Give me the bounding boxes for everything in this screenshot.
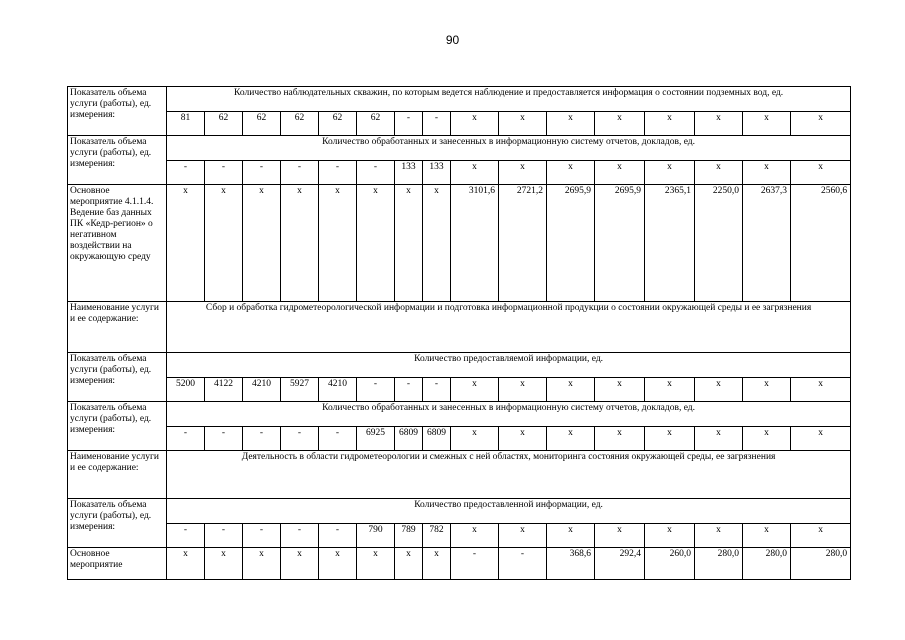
wells-count-value-6: 62 bbox=[357, 112, 395, 136]
reports-count-2-value-12: х bbox=[595, 427, 645, 451]
info-provided-2-value-6: 790 bbox=[357, 524, 395, 548]
wells-count-value-4: 62 bbox=[281, 112, 319, 136]
info-provided-1-value-10: х bbox=[499, 378, 547, 402]
reports-count-1-value-14: х bbox=[695, 161, 743, 185]
reports-count-1-value-15: х bbox=[743, 161, 791, 185]
activity-main-value-1: х bbox=[167, 548, 205, 580]
info-provided-1-value-5: 4210 bbox=[319, 378, 357, 402]
wells-count-value-16: х bbox=[791, 112, 851, 136]
hydromet-activity-service-name: Деятельность в области гидрометеорологии и смежных с ней областях, мониторинга состояния окружающей среды, ее загрязнения bbox=[167, 451, 851, 499]
info-provided-2-value-4: - bbox=[281, 524, 319, 548]
reports-count-1-value-5: - bbox=[319, 161, 357, 185]
activity-4-1-1-4-value-3: х bbox=[243, 185, 281, 302]
reports-count-1-label: Показатель объема услуги (работы), ед. измерения: bbox=[68, 136, 167, 185]
wells-count-value-3: 62 bbox=[243, 112, 281, 136]
activity-4-1-1-4-value-8: х bbox=[423, 185, 451, 302]
activity-4-1-1-4-value-16: 2560,6 bbox=[791, 185, 851, 302]
wells-count-value-9: х bbox=[451, 112, 499, 136]
activity-main-value-8: х bbox=[423, 548, 451, 580]
info-provided-1-value-3: 4210 bbox=[243, 378, 281, 402]
activity-4-1-1-4-value-14: 2250,0 bbox=[695, 185, 743, 302]
info-provided-1-value-12: х bbox=[595, 378, 645, 402]
info-provided-2-value-15: х bbox=[743, 524, 791, 548]
info-provided-1-value-1: 5200 bbox=[167, 378, 205, 402]
reports-count-1-value-6: - bbox=[357, 161, 395, 185]
info-provided-2-value-2: - bbox=[205, 524, 243, 548]
wells-count-value-10: х bbox=[499, 112, 547, 136]
info-provided-2-value-1: - bbox=[167, 524, 205, 548]
activity-main-value-3: х bbox=[243, 548, 281, 580]
reports-count-2-value-2: - bbox=[205, 427, 243, 451]
wells-count-value-15: х bbox=[743, 112, 791, 136]
info-provided-1-value-11: х bbox=[547, 378, 595, 402]
info-provided-2-value-7: 789 bbox=[395, 524, 423, 548]
activity-4-1-1-4-value-4: х bbox=[281, 185, 319, 302]
activity-4-1-1-4-value-11: 2695,9 bbox=[547, 185, 595, 302]
info-provided-2-value-5: - bbox=[319, 524, 357, 548]
info-provided-1-value-8: - bbox=[423, 378, 451, 402]
activity-main-value-12: 292,4 bbox=[595, 548, 645, 580]
reports-count-2-value-10: х bbox=[499, 427, 547, 451]
hydromet-processing-service-name: Сбор и обработка гидрометеорологической информации и подготовка информационной продукции о состоянии окружающей среды и ее загрязнения bbox=[167, 302, 851, 353]
reports-count-1-value-10: х bbox=[499, 161, 547, 185]
wells-count-value-11: х bbox=[547, 112, 595, 136]
info-provided-2-value-3: - bbox=[243, 524, 281, 548]
reports-count-2-value-7: 6809 bbox=[395, 427, 423, 451]
reports-count-2-value-5: - bbox=[319, 427, 357, 451]
info-provided-1-value-14: х bbox=[695, 378, 743, 402]
reports-count-1-value-16: х bbox=[791, 161, 851, 185]
reports-count-1-value-1: - bbox=[167, 161, 205, 185]
activity-main-label: Основное мероприятие bbox=[68, 548, 167, 580]
activity-4-1-1-4-value-15: 2637,3 bbox=[743, 185, 791, 302]
wells-count-value-2: 62 bbox=[205, 112, 243, 136]
program-table bbox=[67, 86, 851, 580]
activity-main-value-6: х bbox=[357, 548, 395, 580]
reports-count-2-value-8: 6809 bbox=[423, 427, 451, 451]
page-number: 90 bbox=[445, 33, 460, 47]
info-provided-2-value-8: 782 bbox=[423, 524, 451, 548]
info-provided-2-label: Показатель объема услуги (работы), ед. измерения: bbox=[68, 499, 167, 548]
activity-main-value-15: 280,0 bbox=[743, 548, 791, 580]
reports-count-2-value-11: х bbox=[547, 427, 595, 451]
activity-main-value-11: 368,6 bbox=[547, 548, 595, 580]
wells-count-value-1: 81 bbox=[167, 112, 205, 136]
info-provided-1-value-2: 4122 bbox=[205, 378, 243, 402]
reports-count-1-value-7: 133 bbox=[395, 161, 423, 185]
info-provided-2-value-10: х bbox=[499, 524, 547, 548]
info-provided-1-indicator-title: Количество предоставляемой информации, ед. bbox=[167, 353, 851, 378]
activity-4-1-1-4-value-6: х bbox=[357, 185, 395, 302]
reports-count-1-value-8: 133 bbox=[423, 161, 451, 185]
reports-count-2-value-1: - bbox=[167, 427, 205, 451]
info-provided-1-value-16: х bbox=[791, 378, 851, 402]
activity-main-value-7: х bbox=[395, 548, 423, 580]
activity-4-1-1-4-value-2: х bbox=[205, 185, 243, 302]
info-provided-2-indicator-title: Количество предоставленной информации, ед. bbox=[167, 499, 851, 524]
activity-4-1-1-4-value-1: х bbox=[167, 185, 205, 302]
wells-count-value-7: - bbox=[395, 112, 423, 136]
reports-count-1-value-2: - bbox=[205, 161, 243, 185]
activity-main-value-13: 260,0 bbox=[645, 548, 695, 580]
info-provided-2-value-14: х bbox=[695, 524, 743, 548]
wells-count-value-13: х bbox=[645, 112, 695, 136]
reports-count-1-value-12: х bbox=[595, 161, 645, 185]
activity-4-1-1-4-value-12: 2695,9 bbox=[595, 185, 645, 302]
activity-4-1-1-4-label: Основное мероприятие 4.1.1.4. Ведение баз данных ПК «Кедр-регион» о негативном воздействии на окружающую среду bbox=[68, 185, 167, 302]
activity-main-value-2: х bbox=[205, 548, 243, 580]
reports-count-1-value-4: - bbox=[281, 161, 319, 185]
wells-count-value-5: 62 bbox=[319, 112, 357, 136]
reports-count-2-value-14: х bbox=[695, 427, 743, 451]
wells-count-value-14: х bbox=[695, 112, 743, 136]
activity-main-value-9: - bbox=[451, 548, 499, 580]
reports-count-1-value-11: х bbox=[547, 161, 595, 185]
activity-main-value-16: 280,0 bbox=[791, 548, 851, 580]
hydromet-processing-label: Наименование услуги и ее содержание: bbox=[68, 302, 167, 353]
reports-count-2-value-16: х bbox=[791, 427, 851, 451]
info-provided-1-value-7: - bbox=[395, 378, 423, 402]
info-provided-2-value-9: х bbox=[451, 524, 499, 548]
info-provided-1-value-4: 5927 bbox=[281, 378, 319, 402]
reports-count-2-value-4: - bbox=[281, 427, 319, 451]
reports-count-2-value-15: х bbox=[743, 427, 791, 451]
wells-count-indicator-title: Количество наблюдательных скважин, по которым ведется наблюдение и предоставляется информация о состоянии подземных вод, ед. bbox=[167, 87, 851, 112]
reports-count-1-value-13: х bbox=[645, 161, 695, 185]
reports-count-1-indicator-title: Количество обработанных и занесенных в информационную систему отчетов, докладов, ед. bbox=[167, 136, 851, 161]
activity-main-value-14: 280,0 bbox=[695, 548, 743, 580]
activity-4-1-1-4-value-7: х bbox=[395, 185, 423, 302]
activity-4-1-1-4-value-9: 3101,6 bbox=[451, 185, 499, 302]
info-provided-2-value-12: х bbox=[595, 524, 645, 548]
info-provided-1-value-9: х bbox=[451, 378, 499, 402]
reports-count-1-value-3: - bbox=[243, 161, 281, 185]
reports-count-1-value-9: х bbox=[451, 161, 499, 185]
wells-count-value-8: - bbox=[423, 112, 451, 136]
reports-count-2-value-6: 6925 bbox=[357, 427, 395, 451]
reports-count-2-value-3: - bbox=[243, 427, 281, 451]
activity-main-value-5: х bbox=[319, 548, 357, 580]
info-provided-1-value-6: - bbox=[357, 378, 395, 402]
info-provided-2-value-13: х bbox=[645, 524, 695, 548]
reports-count-2-indicator-title: Количество обработанных и занесенных в информационную систему отчетов, докладов, ед. bbox=[167, 402, 851, 427]
info-provided-2-value-16: х bbox=[791, 524, 851, 548]
activity-4-1-1-4-value-10: 2721,2 bbox=[499, 185, 547, 302]
info-provided-1-value-13: х bbox=[645, 378, 695, 402]
hydromet-activity-label: Наименование услуги и ее содержание: bbox=[68, 451, 167, 499]
wells-count-label: Показатель объема услуги (работы), ед. измерения: bbox=[68, 87, 167, 136]
activity-main-value-4: х bbox=[281, 548, 319, 580]
activity-main-value-10: - bbox=[499, 548, 547, 580]
reports-count-2-value-13: х bbox=[645, 427, 695, 451]
activity-4-1-1-4-value-5: х bbox=[319, 185, 357, 302]
reports-count-2-value-9: х bbox=[451, 427, 499, 451]
wells-count-value-12: х bbox=[595, 112, 645, 136]
activity-4-1-1-4-value-13: 2365,1 bbox=[645, 185, 695, 302]
info-provided-1-label: Показатель объема услуги (работы), ед. измерения: bbox=[68, 353, 167, 402]
info-provided-2-value-11: х bbox=[547, 524, 595, 548]
info-provided-1-value-15: х bbox=[743, 378, 791, 402]
reports-count-2-label: Показатель объема услуги (работы), ед. измерения: bbox=[68, 402, 167, 451]
